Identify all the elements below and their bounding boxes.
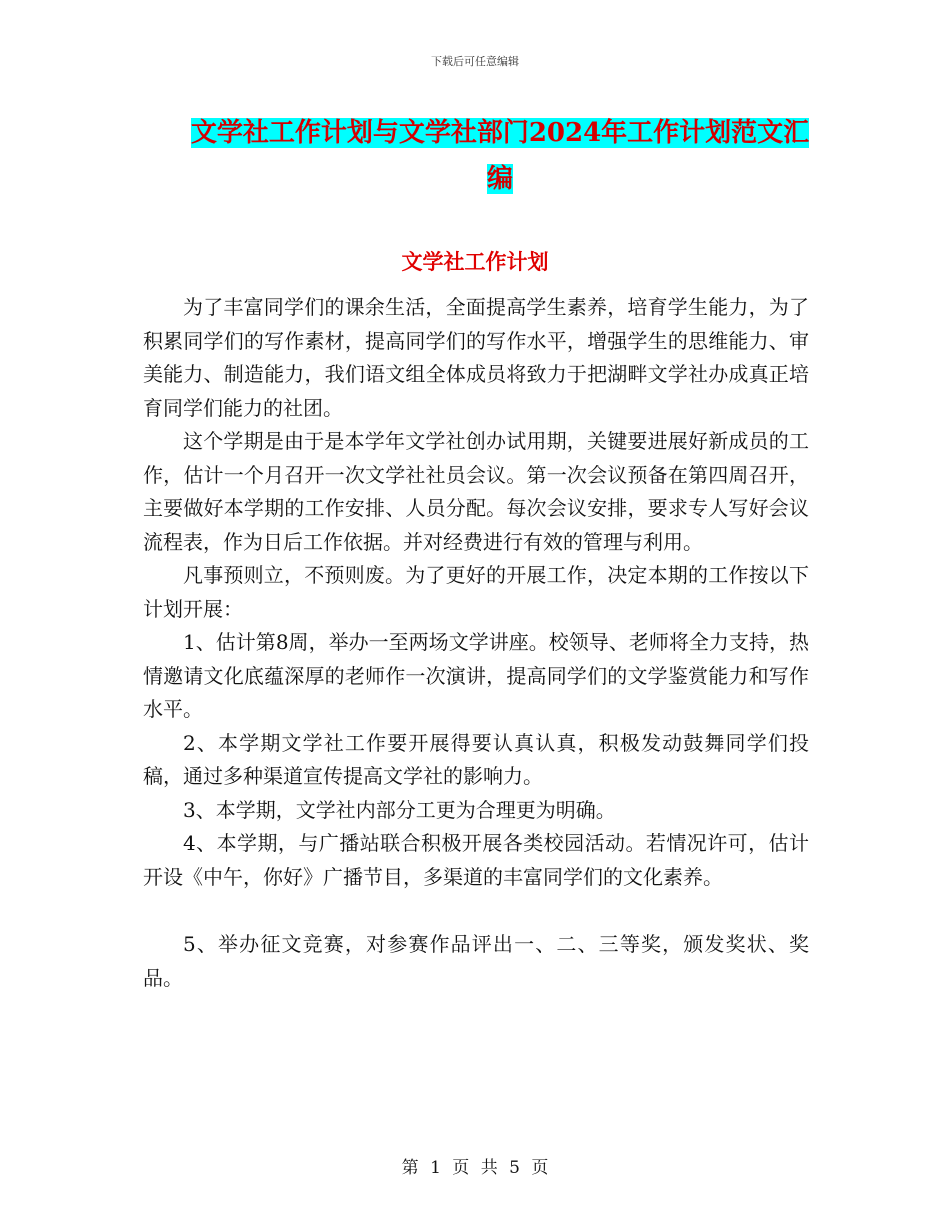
- document-title-line-1: 文学社工作计划与文学社部门2024年工作计划范文汇: [190, 118, 810, 148]
- list-item: 2、本学期文学社工作要开展得要认真认真，积极发动鼓舞同学们投稿，通过多种渠道宣传提高文学社的影响力。: [143, 730, 809, 788]
- page-header-note: 下载后可任意编辑: [431, 55, 519, 68]
- document-title: [140, 110, 860, 202]
- document-body: [143, 291, 809, 995]
- paragraph: 这个学期是由于是本学年文学社创办试用期，关键要进展好新成员的工作，估计一个月召开一次文学社社员会议。第一次会议预备在第四周召开，主要做好本学期的工作安排、人员分配。每次会议安排，要求专人写好会议流程表，作为日后工作依据。并对经费进行有效的管理与利用。: [143, 429, 809, 554]
- page-footer: 第 1 页 共 5 页: [401, 1158, 549, 1178]
- section-title: 文学社工作计划: [401, 249, 549, 274]
- list-item: 4、本学期，与广播站联合积极开展各类校园活动。若情况许可，估计开设《中午，你好》广播节目，多渠道的丰富同学们的文化素养。: [143, 831, 809, 889]
- paragraph: 为了丰富同学们的课余生活，全面提高学生素养，培育学生能力，为了积累同学们的写作素材，提高同学们的写作水平，增强学生的思维能力、审美能力、制造能力，我们语文组全体成员将致力于把湖畔文学社办成真正培育同学们能力的社团。: [143, 295, 809, 420]
- list-item: 3、本学期，文学社内部分工更为合理更为明确。: [183, 797, 616, 822]
- document-title-line-2: 编: [486, 164, 513, 194]
- paragraph: 凡事预则立，不预则废。为了更好的开展工作，决定本期的工作按以下计划开展：: [143, 563, 809, 621]
- list-item: 5、举办征文竞赛，对参赛作品评出一、二、三等奖，颁发奖状、奖品。: [143, 932, 809, 990]
- list-item: 1、估计第8周，举办一至两场文学讲座。校领导、老师将全力支持，热情邀请文化底蕴深厚的老师作一次演讲，提高同学们的文学鉴赏能力和写作水平。: [143, 630, 809, 721]
